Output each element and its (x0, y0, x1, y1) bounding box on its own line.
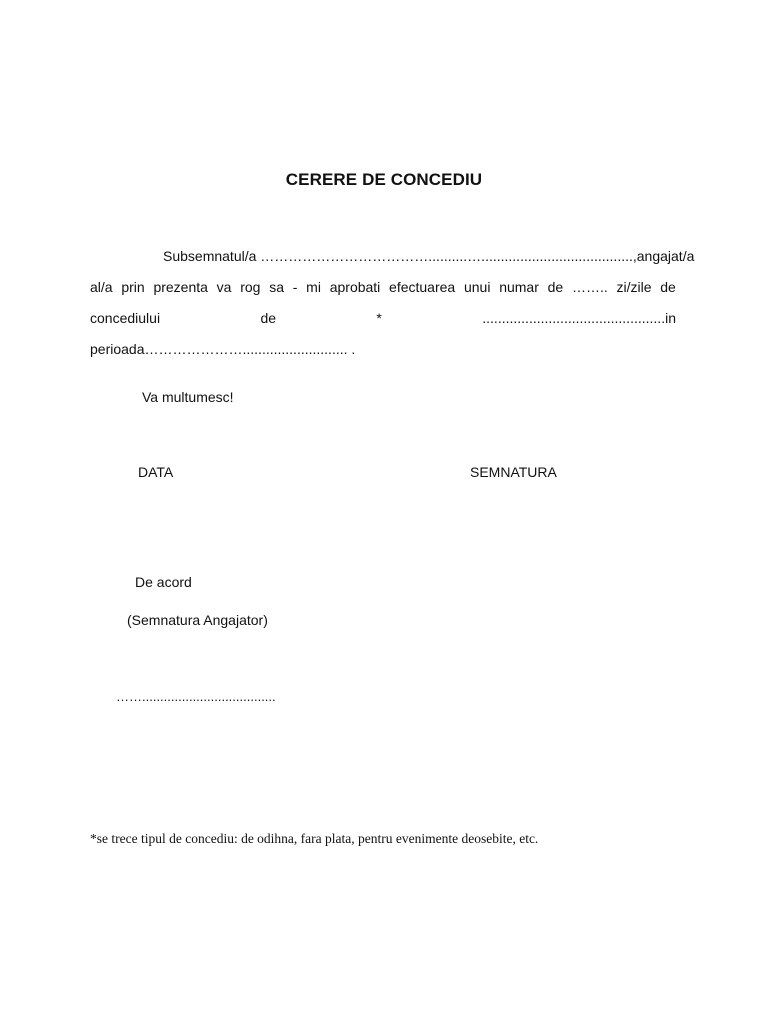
line2-word: al/a (90, 279, 113, 295)
line2-word: …….. (571, 279, 608, 295)
line2-word: mi (306, 279, 321, 295)
thanks-text: Va multumesc! (142, 389, 234, 405)
paragraph-line-1 (90, 248, 695, 264)
line2-word: rog (240, 279, 261, 295)
line2-word: numar (499, 279, 539, 295)
paragraph-line-4: perioada…………………........................... . (90, 341, 356, 357)
line2-word: prin (121, 279, 145, 295)
line2-word: de (660, 279, 676, 295)
line2-word: va (216, 279, 232, 295)
line2-word: sa (269, 279, 284, 295)
line2-word: aprobati (329, 279, 381, 295)
line3-word: ...............................................in (482, 310, 676, 326)
line3-word: * (376, 310, 382, 326)
line1-text: Subsemnatul/a ………………………………..........…......................................., (163, 248, 637, 264)
line2-word: - (292, 279, 298, 295)
line1-end: angajat/a (636, 248, 695, 264)
agree-label: De acord (135, 574, 192, 590)
line2-word: prezenta (153, 279, 208, 295)
footnote: *se trece tipul de concediu: de odihna, fara plata, pentru evenimente deosebite, etc. (90, 831, 539, 846)
line2-word: efectuarea (389, 279, 456, 295)
date-label: DATA (138, 464, 174, 480)
line2-word: zi/zile (616, 279, 652, 295)
line3-word: concediului (90, 310, 161, 326)
signature-label: SEMNATURA (470, 464, 557, 480)
signature-dots: ……..................................... (116, 689, 276, 704)
document-title: CERERE DE CONCEDIU (285, 170, 483, 189)
employer-signature-label: (Semnatura Angajator) (127, 612, 268, 628)
line2-word: unui (463, 279, 491, 295)
paragraph-line-2 (90, 280, 676, 294)
paragraph-line-3 (90, 311, 676, 325)
line2-word: de (547, 279, 564, 295)
line3-word: de (260, 310, 277, 326)
